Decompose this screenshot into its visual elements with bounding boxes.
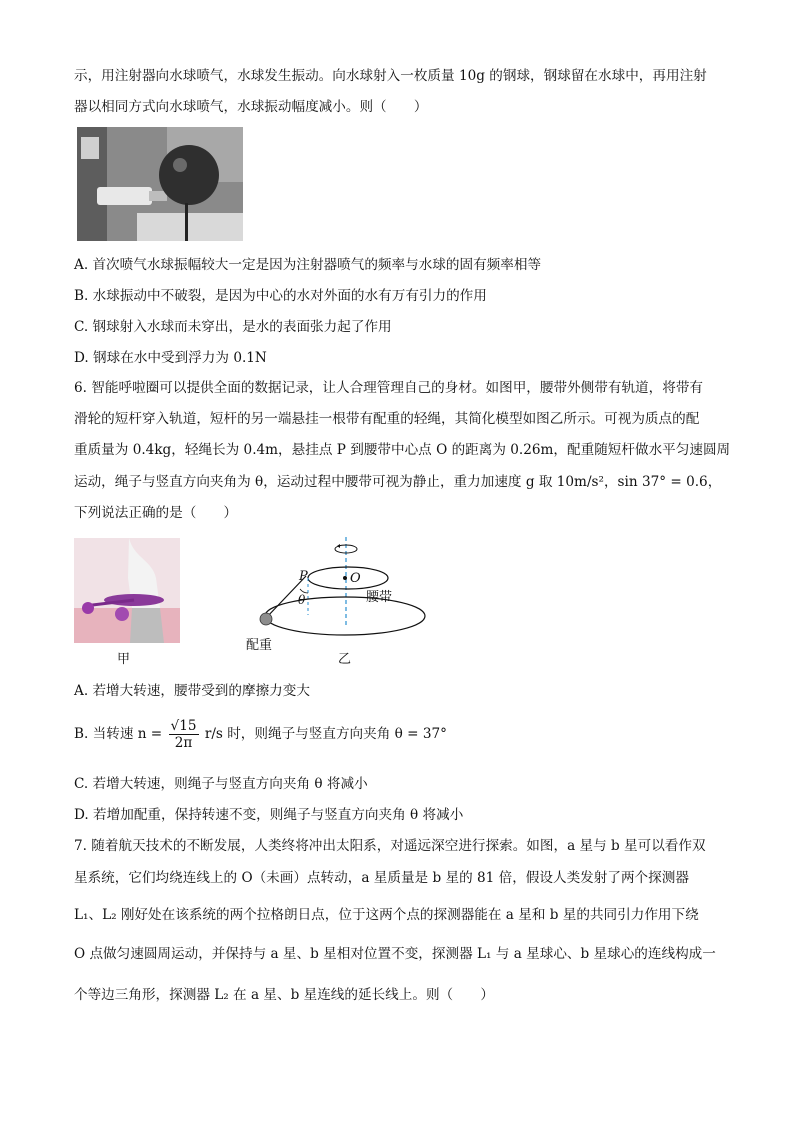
q5-option-a: A. 首次喷气水球振幅较大一定是因为注射器喷气的频率与水球的固有频率相等 [74,257,542,273]
q6-stem-line1: 6. 智能呼啦圈可以提供全面的数据记录，让人合理管理自己的身材。如图甲，腰带外侧带有轨道，将带有 [74,380,704,396]
q6-stem-line4: 运动，绳子与竖直方向夹角为 θ，运动过程中腰带可视为静止，重力加速度 g 取 10m/s²，sin 37° = 0.6， [74,474,722,490]
weight-label: 配重 [246,638,273,653]
q5-text-line2: 器以相同方式向水球喷气，水球振动幅度减小。则（ ） [74,99,428,115]
fraction-denominator: 2π [174,735,193,751]
q7-stem-line5: 个等边三角形，探测器 L₂ 在 a 星、b 星连线的延长线上。则（ ） [74,987,494,1003]
q7-stem-line1: 7. 随着航天技术的不断发展，人类终将冲出太阳系，对遥远深空进行探索。如图，a 星与 b 星可以看作双 [74,838,706,854]
q7-stem-line4: O 点做匀速圆周运动，并保持与 a 星、b 星相对位置不变，探测器 L₁ 与 a 星球心、b 星球心的连线构成一 [74,946,716,962]
theta-label: θ [298,593,306,607]
q6-option-b-fraction [169,718,199,751]
q6-stem-line2: 滑轮的短杆穿入轨道，短杆的另一端悬挂一根带有配重的轻绳，其简化模型如图乙所示。可视为质点的配 [74,411,700,427]
q6-option-a: A. 若增大转速，腰带受到的摩擦力变大 [74,683,310,699]
belt-label: 腰带 [366,590,393,605]
q5-option-c: C. 钢球射入水球而未穿出，是水的表面张力起了作用 [74,319,392,335]
q7-stem-line2: 星系统，它们均绕连线上的 O（未画）点转动，a 星质量是 b 星的 81 倍，假设人类发射了两个探测器 [74,870,689,886]
point-o-label: O [350,571,361,586]
q6-option-b-suffix: r/s 时，则绳子与竖直方向夹角 θ = 37° [204,726,447,742]
q6-option-d: D. 若增加配重，保持转速不变，则绳子与竖直方向夹角 θ 将减小 [74,807,464,823]
figure-label-yi: 乙 [338,652,352,667]
hula-hoop-diagram [240,535,430,655]
hula-hoop-photo [74,538,180,643]
q6-stem-line3: 重质量为 0.4kg，轻绳长为 0.4m，悬挂点 P 到腰带中心点 O 的距离为 0.26m，配重随短杆做水平匀速圆周 [74,442,731,458]
q5-option-b: B. 水球振动中不破裂，是因为中心的水对外面的水有万有引力的作用 [74,288,487,304]
water-ball-photo [77,127,243,241]
q6-option-b-prefix: B. 当转速 n = [74,726,163,742]
q5-text-line1: 示，用注射器向水球喷气，水球发生振动。向水球射入一枚质量 10g 的钢球，钢球留在水球中，再用注射 [74,68,707,84]
q5-option-d: D. 钢球在水中受到浮力为 0.1N [74,350,267,366]
figure-label-jia: 甲 [117,652,131,667]
q6-stem-line5: 下列说法正确的是（ ） [74,505,238,521]
point-p-label: P [299,569,308,584]
fraction-numerator: √15 [170,718,197,734]
q7-stem-line3: L₁、L₂ 刚好处在该系统的两个拉格朗日点，位于这两个点的探测器能在 a 星和 b 星的共同引力作用下绕 [74,907,699,923]
q6-option-b [74,716,447,752]
q6-option-c: C. 若增大转速，则绳子与竖直方向夹角 θ 将减小 [74,776,368,792]
